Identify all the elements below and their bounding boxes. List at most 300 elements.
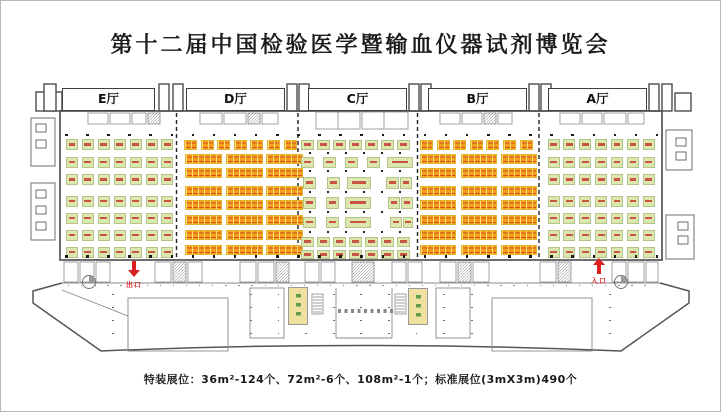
booth-number-mark <box>336 143 343 145</box>
pillar-dot <box>255 134 258 137</box>
booth <box>82 196 94 207</box>
booth-strip <box>503 140 516 150</box>
booth-number-mark <box>132 251 139 253</box>
booth-number-mark <box>582 178 589 180</box>
booth <box>130 230 142 241</box>
booth-strip <box>461 245 497 255</box>
booth-number-mark <box>550 143 557 145</box>
pillar-dot <box>192 134 195 137</box>
pillar-dot <box>571 134 574 137</box>
booth <box>563 230 575 241</box>
booth <box>114 247 126 258</box>
booth <box>627 196 639 207</box>
booth-number-mark <box>116 234 123 236</box>
booth-number-mark <box>393 221 400 223</box>
pillar-dot <box>213 134 216 137</box>
booth-number-mark <box>320 240 327 242</box>
booth <box>548 230 560 241</box>
booth <box>82 213 94 224</box>
booth-strip <box>520 140 533 150</box>
hall-label-text: D厅 <box>224 91 247 106</box>
booth-strip <box>501 245 537 255</box>
booth <box>301 157 314 168</box>
booth-strip <box>226 168 263 178</box>
booth-number-mark <box>164 200 171 202</box>
booth-strip <box>501 186 537 196</box>
booth <box>66 157 78 168</box>
pillar-dot <box>399 152 401 154</box>
pillar-dot <box>399 231 401 233</box>
booth <box>388 197 400 209</box>
booth-number-mark <box>614 217 621 219</box>
booth <box>82 139 94 150</box>
booth-number-mark <box>132 143 139 145</box>
pillar-dot <box>445 134 448 137</box>
booth-number-mark <box>116 143 123 145</box>
booth <box>161 230 173 241</box>
pillar-dot <box>186 285 187 286</box>
booth-number-mark <box>566 234 573 236</box>
booth-number-mark <box>84 178 91 180</box>
booth <box>82 230 94 241</box>
booth-number-mark <box>164 217 171 219</box>
booth <box>326 217 339 228</box>
pillar-dot <box>234 134 237 137</box>
pillar-dot <box>435 285 436 286</box>
booth <box>627 157 639 168</box>
booth <box>548 247 560 258</box>
pillar-dot <box>213 255 216 258</box>
booth-strip <box>461 215 497 225</box>
booth-number-mark <box>329 201 336 203</box>
pillar-dot <box>309 152 311 154</box>
booth <box>548 213 560 224</box>
pillar-dot <box>471 294 473 296</box>
booth <box>627 213 639 224</box>
booth <box>130 213 142 224</box>
pillar-dot <box>363 191 365 193</box>
booth-number-mark <box>326 161 333 163</box>
pillar-dot <box>360 307 362 309</box>
booth-strip <box>266 245 303 255</box>
pillar-dot <box>250 333 252 335</box>
pillar-dot <box>409 285 410 286</box>
pillar-dot <box>593 134 596 137</box>
booth-number-mark <box>132 217 139 219</box>
pillar-dot <box>360 134 363 137</box>
pillar-dot <box>250 307 252 309</box>
booth-number-mark <box>306 181 313 183</box>
booth-number-mark <box>100 234 107 236</box>
booth-number-mark <box>630 143 637 145</box>
entrance-arrow-icon <box>593 258 605 274</box>
pillar-dot <box>403 255 406 258</box>
booth-strip <box>461 186 497 196</box>
pillar-dot <box>443 307 445 309</box>
booth-number-mark <box>550 161 557 163</box>
booth-number-mark <box>116 178 123 180</box>
booth-number-mark <box>132 178 139 180</box>
pillar-dot <box>317 285 318 286</box>
booth <box>367 157 380 168</box>
booth-strip <box>420 245 456 255</box>
pillar-dot <box>443 294 445 296</box>
booth <box>301 140 314 150</box>
booth-number-mark <box>350 201 366 203</box>
booth <box>82 174 94 185</box>
booth-number-mark <box>320 253 327 255</box>
pillar-dot <box>278 294 280 296</box>
booth-number-mark <box>132 234 139 236</box>
registration-area-block <box>408 288 428 325</box>
booth-strip <box>226 230 263 240</box>
hall-label-text: C厅 <box>346 91 369 106</box>
pillar-dot <box>309 191 311 193</box>
pillar-dot <box>487 255 490 258</box>
booth <box>563 213 575 224</box>
booth <box>317 140 330 150</box>
booth <box>130 157 142 168</box>
booth <box>563 157 575 168</box>
booth <box>579 213 591 224</box>
booth <box>563 174 575 185</box>
pillar-dot <box>396 285 397 286</box>
hall-label-text: E厅 <box>97 91 120 106</box>
booth-number-mark <box>320 143 327 145</box>
booth <box>82 157 94 168</box>
booth <box>345 157 358 168</box>
pillar-dot <box>250 320 252 322</box>
booth-number-mark <box>148 251 155 253</box>
page-title: 第十二届中国检验医学暨输血仪器试剂博览会 <box>110 33 611 58</box>
booth-number-mark <box>69 161 76 163</box>
booth-strip <box>501 154 537 164</box>
booth-strip <box>226 186 263 196</box>
pillar-dot <box>65 255 68 258</box>
pillar-dot <box>487 285 488 286</box>
booth <box>98 139 110 150</box>
pillar-dot <box>508 134 511 137</box>
booth <box>146 139 158 150</box>
booth-number-mark <box>148 161 155 163</box>
booth-number-mark <box>550 217 557 219</box>
booth-number-mark <box>148 178 155 180</box>
booth-number-mark <box>84 234 91 236</box>
booth-strip <box>420 168 456 178</box>
booth-strip <box>185 168 222 178</box>
booth-number-mark <box>550 200 557 202</box>
booth-strip <box>501 200 537 210</box>
pillar-dot <box>471 307 473 309</box>
booth-number-mark <box>566 161 573 163</box>
pillar-dot <box>333 320 335 322</box>
pillar-dot <box>278 333 280 335</box>
booth-number-mark <box>164 178 171 180</box>
booth <box>579 157 591 168</box>
pillar-dot <box>291 285 292 286</box>
booth-number-mark <box>116 217 123 219</box>
booth-strip <box>185 186 222 196</box>
pillar-dot <box>327 152 329 154</box>
pillar-dot <box>330 285 331 286</box>
booth-strip <box>420 230 456 240</box>
booth-strip <box>226 245 263 255</box>
pillar-dot <box>112 294 114 296</box>
booth <box>303 177 316 189</box>
booth <box>595 247 607 258</box>
booth-number-mark <box>69 251 76 253</box>
pillar-dot <box>318 255 321 258</box>
booth <box>333 237 346 247</box>
pillar-dot <box>529 134 532 137</box>
booth <box>301 237 314 247</box>
booth-number-mark <box>645 200 652 202</box>
pillar-dot <box>333 307 335 309</box>
booth-number-mark <box>630 161 637 163</box>
pillar-dot <box>265 285 266 286</box>
pillar-dot <box>68 285 69 286</box>
booth <box>146 230 158 241</box>
booth-number-mark <box>148 234 155 236</box>
booth-number-mark <box>614 161 621 163</box>
booth-number-mark <box>404 201 411 203</box>
booth <box>114 230 126 241</box>
booth <box>146 196 158 207</box>
booth-number-mark <box>352 181 367 183</box>
booth-strip <box>486 140 499 150</box>
booth <box>643 213 655 224</box>
booth-strip <box>470 140 483 150</box>
pillar-dot <box>327 170 329 172</box>
booth <box>114 174 126 185</box>
booth-number-mark <box>352 253 359 255</box>
pillar-dot <box>381 231 383 233</box>
booth-number-mark <box>582 217 589 219</box>
booth-number-mark <box>164 234 171 236</box>
booth-number-mark <box>582 161 589 163</box>
booth <box>365 140 378 150</box>
booth-number-mark <box>370 161 377 163</box>
booth-strip <box>461 168 497 178</box>
booth <box>66 230 78 241</box>
booth-number-mark <box>598 178 605 180</box>
booth <box>611 230 623 241</box>
booth-number-mark <box>306 221 313 223</box>
pillar-dot <box>416 333 418 335</box>
booth <box>611 174 623 185</box>
booth <box>161 174 173 185</box>
pillar-dot <box>579 285 580 286</box>
booth-number-mark <box>368 143 375 145</box>
entrance-label: 入口 <box>591 277 607 285</box>
booth <box>114 213 126 224</box>
pillar-dot <box>276 255 279 258</box>
pillar-dot <box>112 307 114 309</box>
pillar-dot <box>333 333 335 335</box>
booth-number-mark <box>566 217 573 219</box>
pillar-dot <box>343 285 344 286</box>
booth-strip <box>266 230 303 240</box>
booth-number-mark <box>100 251 107 253</box>
pillar-dot <box>327 211 329 213</box>
booth-number-mark <box>330 181 337 183</box>
booth <box>548 196 560 207</box>
booth <box>326 197 339 209</box>
booth <box>114 139 126 150</box>
booth-number-mark <box>550 234 557 236</box>
booth-number-mark <box>84 161 91 163</box>
pillar-dot <box>550 134 553 137</box>
booth <box>563 139 575 150</box>
pillar-dot <box>297 134 300 137</box>
booth-strip <box>266 200 303 210</box>
booth-number-mark <box>100 217 107 219</box>
pillar-dot <box>149 134 152 137</box>
booth-number-mark <box>100 161 107 163</box>
booth-number-mark <box>598 143 605 145</box>
booth <box>323 157 336 168</box>
booth-number-mark <box>132 161 139 163</box>
booth <box>66 247 78 258</box>
pillar-dot <box>173 285 174 286</box>
booth-strip <box>266 186 303 196</box>
booth <box>381 237 394 247</box>
booth-number-mark <box>304 161 311 163</box>
pillar-dot <box>529 255 532 258</box>
booth-number-mark <box>630 178 637 180</box>
booth-stats-caption: 特装展位：36m²-124个、72m²-6个、108m²-1个；标准展位(3mX3m)490个 <box>143 373 578 386</box>
pillar-dot <box>327 191 329 193</box>
booth-number-mark <box>614 143 621 145</box>
pillar-dot <box>107 255 110 258</box>
booth <box>130 247 142 258</box>
booth-number-mark <box>368 253 375 255</box>
booth-number-mark <box>69 143 76 145</box>
booth-number-mark <box>598 251 605 253</box>
booth-number-mark <box>389 181 396 183</box>
booth <box>345 217 371 228</box>
pillar-dot <box>609 294 611 296</box>
pillar-dot <box>614 255 617 258</box>
registration-area-block <box>288 287 308 325</box>
pillar-dot <box>513 285 514 286</box>
booth-strip <box>501 215 537 225</box>
pillar-dot <box>278 320 280 322</box>
pillar-dot <box>474 285 475 286</box>
pillar-dot <box>388 294 390 296</box>
pillar-dot <box>614 134 617 137</box>
booth <box>66 139 78 150</box>
booth <box>365 250 378 259</box>
booth <box>400 177 412 189</box>
booth <box>114 157 126 168</box>
booth-number-mark <box>348 161 355 163</box>
pillar-dot <box>382 285 383 286</box>
pillar-dot <box>448 285 449 286</box>
booth <box>386 177 399 189</box>
booth <box>66 174 78 185</box>
pillar-dot <box>278 285 279 286</box>
booth-number-mark <box>630 217 637 219</box>
booth-number-mark <box>645 234 652 236</box>
booth-number-mark <box>368 240 375 242</box>
booth <box>98 174 110 185</box>
booth-number-mark <box>84 251 91 253</box>
booth <box>98 213 110 224</box>
booth <box>643 157 655 168</box>
booth-number-mark <box>630 234 637 236</box>
booth-strip <box>461 154 497 164</box>
pillar-dot <box>424 255 427 258</box>
booth-number-mark <box>566 143 573 145</box>
booth <box>381 140 394 150</box>
booth <box>595 157 607 168</box>
booth <box>347 177 371 189</box>
pillar-dot <box>527 285 528 286</box>
hall-label-text: B厅 <box>466 91 489 106</box>
booth-number-mark <box>582 251 589 253</box>
booth <box>403 217 413 228</box>
pillar-dot <box>656 255 659 258</box>
booth <box>317 237 330 247</box>
booth-number-mark <box>403 181 410 183</box>
booth-strip <box>226 215 263 225</box>
booth-strip <box>420 154 456 164</box>
booth-strip <box>266 215 303 225</box>
booth-strip <box>226 154 263 164</box>
pillar-dot <box>553 285 554 286</box>
booth <box>146 213 158 224</box>
pillar-dot <box>466 134 469 137</box>
pillar-dot <box>112 333 114 335</box>
exit-label: 出口 <box>126 281 142 289</box>
booth-number-mark <box>384 253 391 255</box>
booth-strip <box>420 200 456 210</box>
booth <box>548 157 560 168</box>
booth <box>301 250 314 259</box>
pillar-dot <box>609 333 611 335</box>
pillar-dot <box>360 294 362 296</box>
booth-number-mark <box>384 143 391 145</box>
booth <box>98 230 110 241</box>
booth-number-mark <box>614 178 621 180</box>
pillar-dot <box>128 255 131 258</box>
booth-strip <box>420 186 456 196</box>
booth-strip <box>217 140 230 150</box>
pillar-dot <box>160 285 161 286</box>
pillar-dot <box>382 134 385 137</box>
pillar-dot <box>388 307 390 309</box>
pillar-dot <box>422 285 423 286</box>
pillar-dot <box>471 320 473 322</box>
booth-strip <box>420 140 433 150</box>
pillar-dot <box>566 285 567 286</box>
exit-arrow-icon <box>128 261 140 277</box>
booth <box>161 157 173 168</box>
booth-number-mark <box>132 200 139 202</box>
booth-number-mark <box>164 143 171 145</box>
pillar-dot <box>618 285 619 286</box>
booth <box>627 174 639 185</box>
booth <box>327 177 340 189</box>
booth <box>397 237 410 247</box>
pillar-dot <box>381 211 383 213</box>
pillar-dot <box>171 134 174 137</box>
pillar-dot <box>399 211 401 213</box>
pillar-dot <box>424 134 427 137</box>
pillar-dot <box>471 333 473 335</box>
pillar-dot <box>304 285 305 286</box>
